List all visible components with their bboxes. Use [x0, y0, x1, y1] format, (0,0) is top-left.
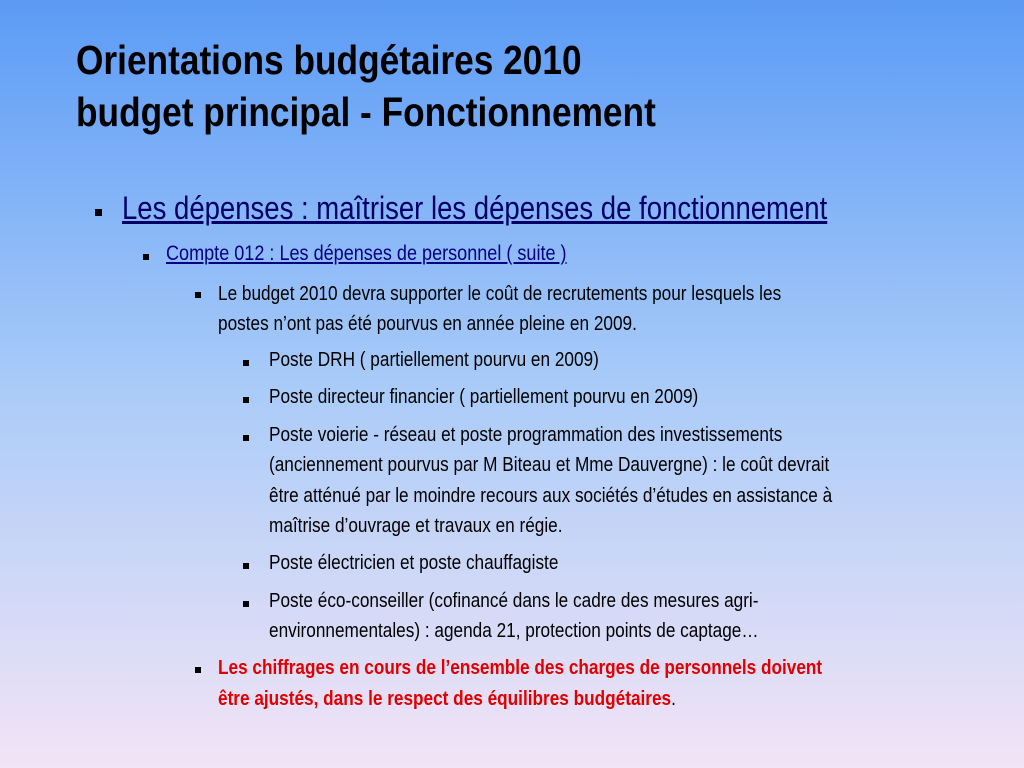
item-3-line-4: maîtrise d’ouvrage et travaux en régie.: [269, 515, 563, 537]
bullet-item-5: [243, 601, 249, 607]
title-line-2: budget principal - Fonctionnement: [76, 89, 656, 135]
note-period: .: [671, 688, 676, 710]
bullet-item-1: [243, 360, 249, 366]
bullet-item-3: [243, 435, 249, 441]
slide-title: [76, 34, 656, 138]
bullet-level1: [95, 209, 102, 216]
item-2-line-1: Poste directeur financier ( partiellement pourvu en 2009): [269, 386, 699, 408]
item-5-line-2: environnementales) : agenda 21, protection points de captage…: [269, 620, 759, 642]
item-3-line-3: être atténué par le moindre recours aux sociétés d’études en assistance à: [269, 485, 833, 507]
heading-level2: Compte 012 : Les dépenses de personnel ( suite ): [166, 242, 567, 265]
bullet-level3: [195, 292, 201, 298]
item-4-line-1: Poste électricien et poste chauffagiste: [269, 552, 559, 574]
item-1-line-1: Poste DRH ( partiellement pourvu en 2009): [269, 349, 599, 371]
item-5-line-1: Poste éco-conseiller (cofinancé dans le cadre des mesures agri-: [269, 590, 759, 612]
heading-level1: Les dépenses : maîtriser les dépenses de fonctionnement: [122, 190, 828, 226]
note-line-2: être ajustés, dans le respect des équilibres budgétaires: [218, 688, 672, 710]
level3-text-line-2: postes n’ont pas été pourvus en année pleine en 2009.: [218, 313, 637, 335]
bullet-item-4: [243, 563, 249, 569]
note-line-1: Les chiffrages en cours de l’ensemble des charges de personnels doivent: [218, 657, 823, 679]
item-3-line-1: Poste voierie - réseau et poste programmation des investissements: [269, 424, 783, 446]
bullet-item-2: [243, 397, 249, 403]
item-3-line-2: (anciennement pourvus par M Biteau et Mme Dauvergne) : le coût devrait: [269, 454, 830, 476]
note-line-2-wrapper: [218, 684, 676, 714]
level3-text-line-1: Le budget 2010 devra supporter le coût de recrutements pour lesquels les: [218, 283, 782, 305]
title-line-1: Orientations budgétaires 2010: [76, 37, 582, 83]
bullet-note: [195, 667, 201, 673]
bullet-level2: [143, 254, 149, 260]
